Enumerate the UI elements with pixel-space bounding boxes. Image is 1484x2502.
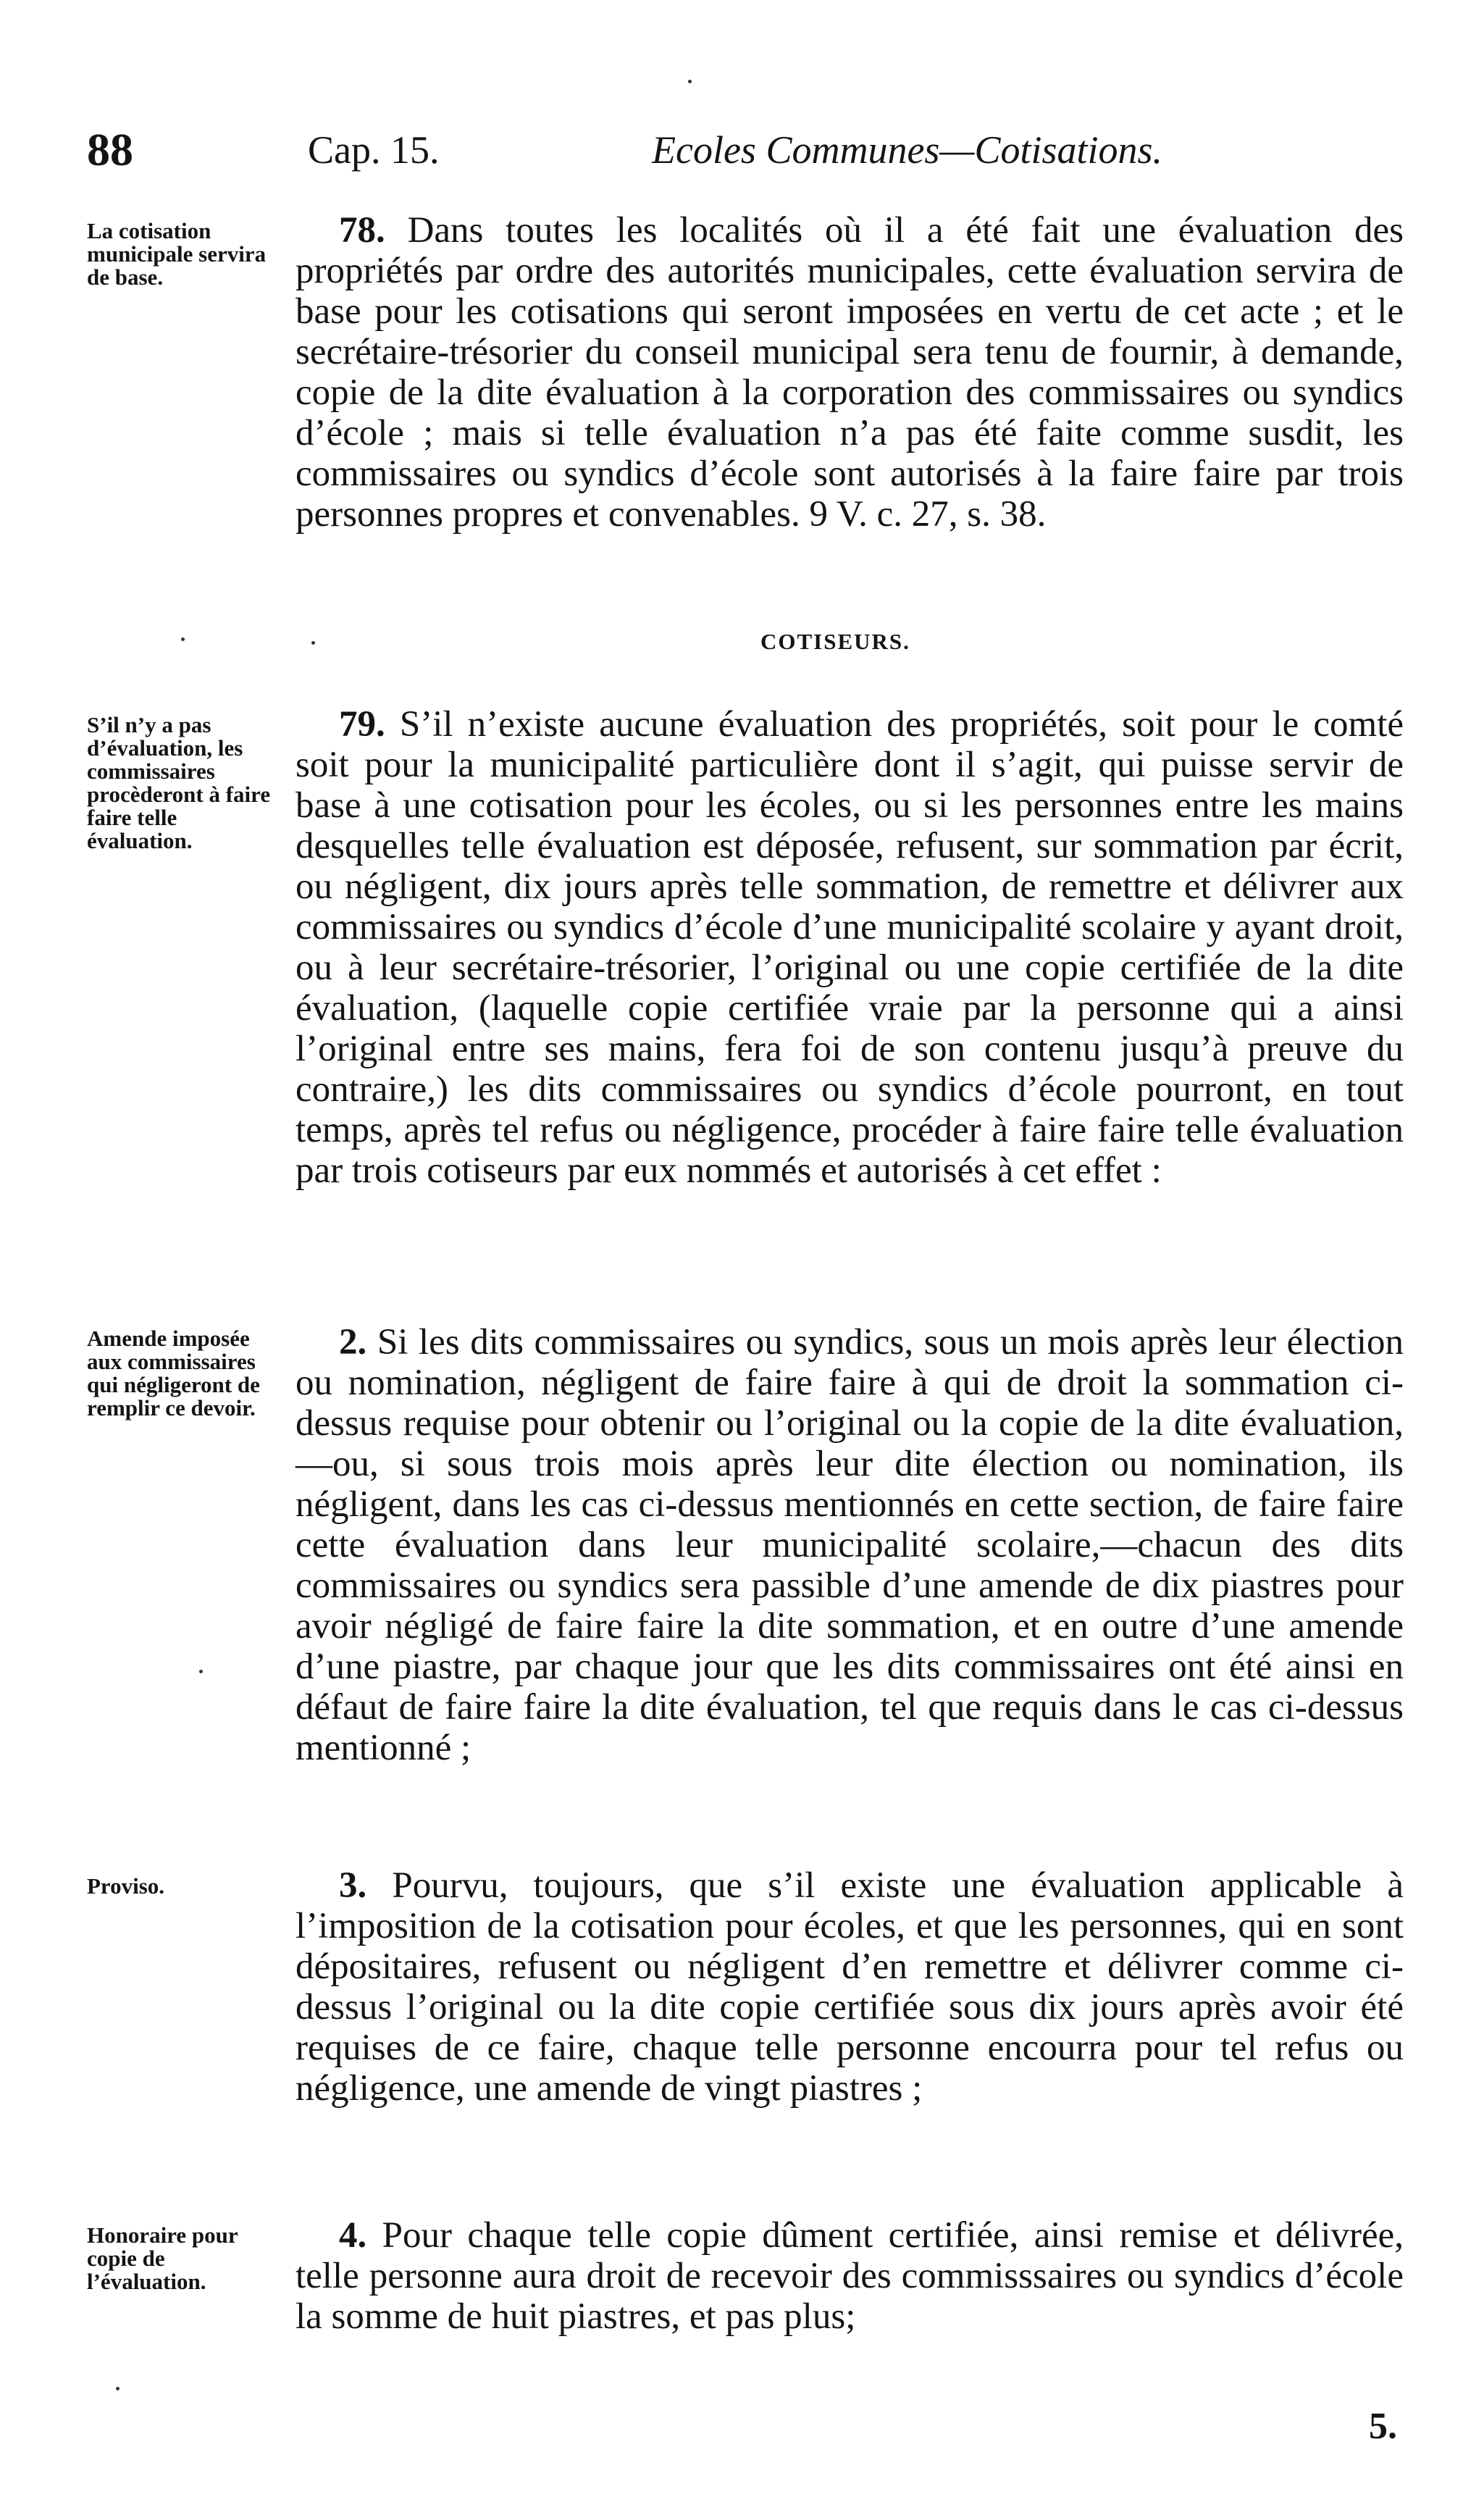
margin-note-79: S’il n’y a pas d’évaluation, les commissaires procèderont à faire faire telle évaluation. [87,712,271,853]
print-speck [311,641,315,645]
section-heading: COTISEURS. [760,629,910,654]
chapter-label: Cap. 15. [308,128,440,172]
print-speck [688,80,692,83]
margin-note-3: Proviso. [87,1873,165,1899]
paragraph-79 [295,704,1404,1191]
print-speck [181,637,185,641]
print-speck [199,1670,203,1673]
section-number: 78. [339,210,385,251]
print-speck [116,2387,120,2390]
paragraph-4 [295,2215,1404,2337]
running-title: Ecoles Communes—Cotisations. [652,128,1163,172]
section-number: 79. [339,704,385,745]
paragraph-text: Dans toutes les localités où il a été fait une évaluation des propriétés par ordre des autorités municipales, cette évaluation servira de base pour les cotisations qui seront imposées en vertu de cet acte ; et le secrétaire-trésorier du conseil municipal sera tenu de fournir, à demande, copie de la dite évaluation à la corporation des commissaires ou syndics d’école ; mais si telle évaluation n’a pas été faite comme susdit, les commissaires ou syndics d’école sont autorisés à la faire faire par trois personnes propres et convenables. [295,210,1404,535]
paragraph-3 [295,1865,1404,2109]
paragraph-text: Pour chaque telle copie dûment certifiée, ainsi remise et délivrée, telle personne aura droit de recevoir des commisssaires ou syndics d’école la somme de huit piastres, et pas plus; [295,2215,1404,2337]
page-number: 88 [87,124,133,175]
margin-note-2: Amende imposée aux commissaires qui négligeront de remplir ce devoir. [87,1326,260,1421]
paragraph-text: Si les dits commissaires ou syndics, sous un mois après leur élection ou nomination, négligent de faire faire à qui de droit la sommation ci-dessus requise pour obtenir ou l’original ou la copie de la dite évaluation,—ou, si sous trois mois après leur dite élection ou nomination, ils négligent, dans les cas ci-dessus mentionnés en cette section, de faire faire cette évaluation dans leur municipalité scolaire,—chacun des dits commissaires ou syndics sera passible d’une amende de dix piastres pour avoir négligé de faire faire la dite sommation, et en outre d’une amende d’une piastre, par chaque jour que les dits commissaires ont été ainsi en défaut de faire faire la dite évaluation, tel que requis dans le cas ci-dessus mentionné ; [295,1322,1404,1768]
section-number: 3. [339,1865,367,1906]
section-number: 4. [339,2215,367,2256]
page-header [87,123,1398,181]
paragraph-text: Pourvu, toujours, que s’il existe une évaluation applicable à l’imposition de la cotisation pour écoles, et que les personnes, qui en sont dépositaires, refusent ou négligent d’en remettre et délivrer comme ci-dessus l’original ou la dite copie certifiée sous dix jours après avoir été requises de ce faire, chaque telle personne encourra pour tel refus ou négligence, une amende de vingt piastres ; [295,1865,1404,2109]
margin-note-78: La cotisation municipale servira de base. [87,218,267,290]
paragraph-78 [295,210,1404,535]
paragraph-text: S’il n’existe aucune évaluation des propriétés, soit pour le comté soit pour la municipalité particulière dont il s’agit, qui puisse servir de base à une cotisation pour les écoles, ou si les personnes entre les mains desquelles telle évaluation est déposée, refusent, sur sommation par écrit, ou négligent, dix jours après telle sommation, de remettre et délivrer aux commissaires ou syndics d’école d’une municipalité scolaire y ayant droit, ou à leur secrétaire-trésorier, l’original ou une copie certifiée de la dite évaluation, (laquelle copie certifiée vraie par la personne qui a ainsi l’original entre ses mains, fera foi de son contenu jusqu’à preuve du contraire,) les dits commissaires ou syndics d’école pourront, en tout temps, après tel refus ou négligence, procéder à faire faire telle évaluation par trois cotiseurs par eux nommés et autorisés à cet effet : [295,704,1404,1191]
signature-mark: 5. [1369,2406,1397,2447]
section-number: 2. [339,1322,367,1363]
paragraph-2 [295,1322,1404,1768]
citation: 9 V. c. 27, s. 38. [809,494,1047,535]
margin-note-4: Honoraire pour copie de l’évaluation. [87,2222,238,2294]
